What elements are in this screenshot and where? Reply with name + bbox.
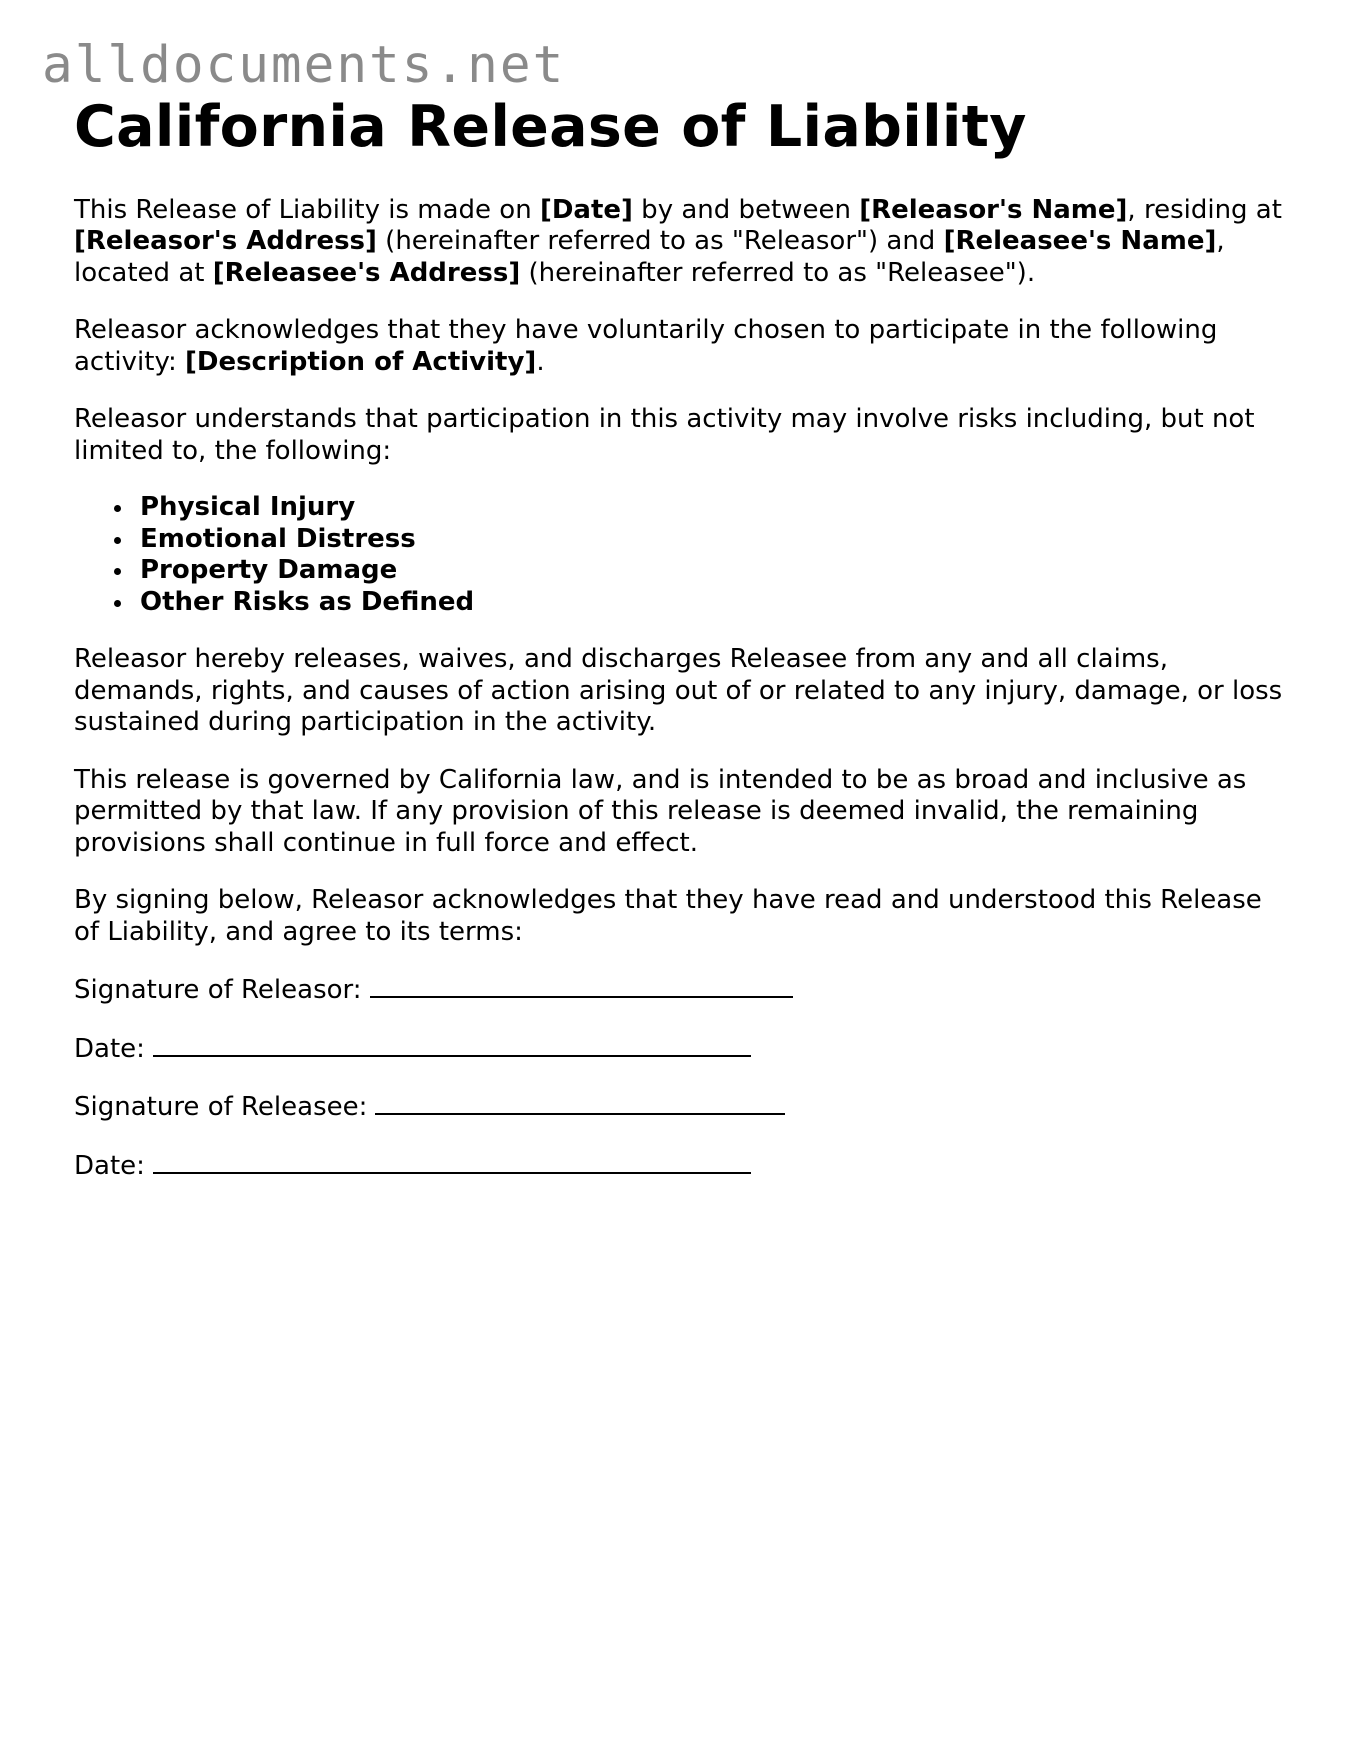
activity-paragraph: [74, 315, 1294, 378]
activity-description-placeholder: [Description of Activity]: [184, 346, 537, 377]
releasor-signature-label: Signature of Releasor:: [74, 975, 362, 1006]
releasee-address-placeholder: [Releasee's Address]: [212, 257, 521, 288]
risks-intro-paragraph: Releasor understands that participation in this activity may involve risks including, but not limited to, the following:: [74, 404, 1255, 466]
date-field-1[interactable]: [153, 1033, 751, 1057]
acknowledgement-paragraph: By signing below, Releasor acknowledges that they have read and understood this Release of Liability, and agree to its terms:: [74, 885, 1262, 947]
releasee-signature-field[interactable]: [375, 1091, 785, 1115]
releasor-signature-line: [74, 974, 1294, 1007]
date-label-2: Date:: [74, 1150, 145, 1181]
date-label-1: Date:: [74, 1033, 145, 1064]
risk-item: Other Risks as Defined: [140, 587, 1294, 619]
intro-text: (hereinafter referred to as "Releasor") and: [376, 226, 944, 257]
intro-text: This Release of Liability is made on: [74, 194, 540, 225]
activity-text: Releasor acknowledges that they have voluntarily chosen to participate in the following activity:: [74, 315, 1218, 377]
date-field-2[interactable]: [153, 1150, 751, 1174]
activity-text: .: [536, 346, 545, 377]
risk-item: Property Damage: [140, 555, 1294, 587]
risk-item: Physical Injury: [140, 492, 1294, 524]
intro-text: by and between: [632, 194, 860, 225]
intro-text: , residing at: [1127, 194, 1282, 225]
releasee-signature-line: [74, 1091, 1294, 1124]
watermark: alldocuments.net: [42, 36, 566, 95]
releasee-signature-label: Signature of Releasee:: [74, 1092, 368, 1123]
risk-item: Emotional Distress: [140, 524, 1294, 556]
releasor-name-placeholder: [Releasor's Name]: [859, 194, 1128, 225]
document-body: [74, 96, 1294, 1182]
risks-list: [74, 492, 1294, 618]
date-line-1: [74, 1033, 1294, 1066]
date-line-2: [74, 1150, 1294, 1183]
intro-paragraph: [74, 195, 1294, 290]
releasor-address-placeholder: [Releasor's Address]: [74, 226, 377, 257]
date-placeholder: [Date]: [539, 194, 633, 225]
release-paragraph: Releasor hereby releases, waives, and discharges Releasee from any and all claims, demands, rights, and causes of action arising out of or related to any injury, damage, or loss sustained during participation in the activity.: [74, 644, 1283, 738]
governing-law-paragraph: This release is governed by California law, and is intended to be as broad and inclusive as permitted by that law. If any provision of this release is deemed invalid, the remaining provisions shall continue in full force and effect.: [74, 764, 1247, 858]
releasor-signature-field[interactable]: [370, 974, 793, 998]
intro-text: (hereinafter referred to as "Releasee").: [520, 257, 1036, 288]
document-title: California Release of Liability: [74, 94, 1027, 160]
releasee-name-placeholder: [Releasee's Name]: [943, 226, 1217, 257]
intro-text: , located at: [74, 226, 1225, 288]
